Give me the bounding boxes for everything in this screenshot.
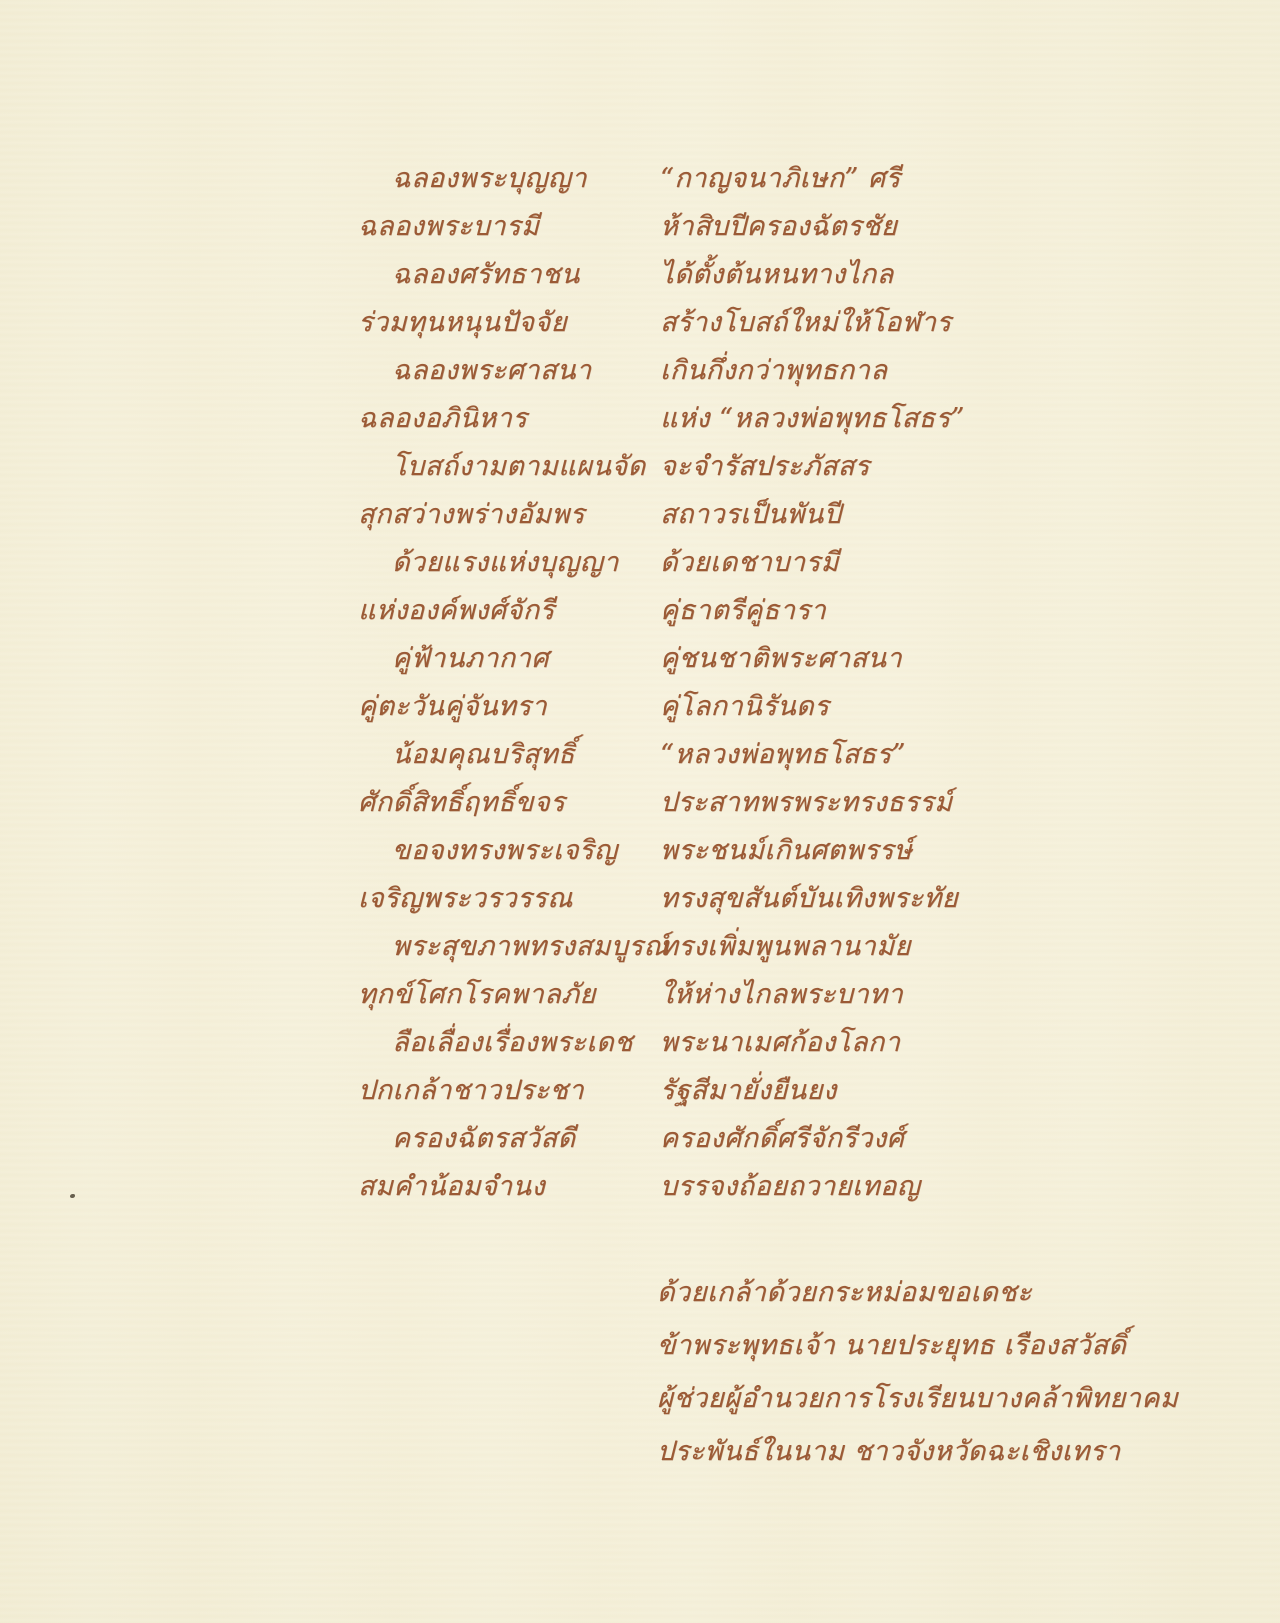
poem-right-hemistich: ด้วยเดชาบารมี bbox=[660, 547, 839, 578]
poem-right-hemistich: คู่โลกานิรันดร bbox=[660, 691, 830, 722]
poem-couplet-row bbox=[0, 734, 1280, 782]
closing-row bbox=[0, 1378, 1280, 1431]
poem-couplet-row bbox=[0, 686, 1280, 734]
poem-couplet-row bbox=[0, 494, 1280, 542]
poem-couplet-row bbox=[0, 1070, 1280, 1118]
poem-right-hemistich: ทรงสุขสันต์บันเทิงพระทัย bbox=[660, 883, 959, 914]
closing-row bbox=[0, 1272, 1280, 1325]
poem-left-hemistich: ฉลองอภินิหาร bbox=[358, 403, 528, 434]
poem-left-hemistich: พระสุขภาพทรงสมบูรณ์ bbox=[392, 931, 669, 962]
poem-right-hemistich: คู่ธาตรีคู่ธารา bbox=[660, 595, 827, 626]
poem-right-hemistich: “กาญจนาภิเษก” ศรี bbox=[660, 163, 901, 194]
poem-left-hemistich: ทุกข์โศกโรคพาลภัย bbox=[358, 979, 596, 1010]
poem-couplet-row bbox=[0, 542, 1280, 590]
poem-right-hemistich: ทรงเพิ่มพูนพลานามัย bbox=[660, 931, 911, 962]
poem-couplet-row bbox=[0, 1022, 1280, 1070]
poem-right-hemistich: รัฐสีมายั่งยืนยง bbox=[660, 1075, 837, 1106]
poem-couplet-row bbox=[0, 1166, 1280, 1214]
poem-right-hemistich: บรรจงถ้อยถวายเทอญ bbox=[660, 1171, 921, 1202]
poem-right-hemistich: ประสาทพรพระทรงธรรม์ bbox=[660, 787, 953, 818]
poem-couplet-row bbox=[0, 926, 1280, 974]
poem-left-hemistich: โบสถ์งามตามแผนจัด bbox=[392, 451, 646, 482]
closing-row bbox=[0, 1431, 1280, 1484]
poem-left-hemistich: แห่งองค์พงศ์จักรี bbox=[358, 595, 555, 626]
poem-couplet-row bbox=[0, 446, 1280, 494]
closing-line: ด้วยเกล้าด้วยกระหม่อมขอเดชะ bbox=[657, 1277, 1033, 1308]
poem-right-hemistich: ให้ห่างไกลพระบาทา bbox=[660, 979, 904, 1010]
poem-left-hemistich: ฉลองพระบารมี bbox=[358, 211, 540, 242]
poem-couplet-row bbox=[0, 254, 1280, 302]
poem-couplet-row bbox=[0, 350, 1280, 398]
poem-couplet-row bbox=[0, 638, 1280, 686]
poem-left-hemistich: ฉลองศรัทธาชน bbox=[392, 259, 580, 290]
poem-couplet-row bbox=[0, 782, 1280, 830]
poem-right-hemistich: เกินกึ่งกว่าพุทธกาล bbox=[660, 355, 888, 386]
closing-line: ข้าพระพุทธเจ้า นายประยุทธ เรืองสวัสดิ์ bbox=[657, 1330, 1127, 1361]
poem-left-hemistich: ปกเกล้าชาวประชา bbox=[358, 1075, 585, 1106]
poem-couplet-row bbox=[0, 878, 1280, 926]
poem-left-hemistich: ฉลองพระบุญญา bbox=[392, 163, 587, 194]
closing-line: ประพันธ์ในนาม ชาวจังหวัดฉะเชิงเทรา bbox=[657, 1436, 1121, 1467]
poem-left-hemistich: สุกสว่างพร่างอัมพร bbox=[358, 499, 585, 530]
poem-right-hemistich: ห้าสิบปีครองฉัตรชัย bbox=[660, 211, 898, 242]
poem-left-hemistich: ด้วยแรงแห่งบุญญา bbox=[392, 547, 619, 578]
poem-couplet-row bbox=[0, 974, 1280, 1022]
poem-couplet-row bbox=[0, 302, 1280, 350]
closing-signature-block bbox=[0, 1272, 1280, 1484]
poem-left-hemistich: ลือเลื่องเรื่องพระเดช bbox=[392, 1027, 633, 1058]
poem-right-hemistich: ครองศักดิ์ศรีจักรีวงศ์ bbox=[660, 1123, 905, 1154]
poem-couplet-row bbox=[0, 206, 1280, 254]
poem-right-hemistich: จะจำรัสประภัสสร bbox=[660, 451, 870, 482]
poem-right-hemistich: “หลวงพ่อพุทธโสธร” bbox=[660, 739, 906, 770]
poem-left-hemistich: น้อมคุณบริสุทธิ์ bbox=[392, 739, 575, 770]
poem-right-hemistich: คู่ชนชาติพระศาสนา bbox=[660, 643, 903, 674]
poem-left-hemistich: ฉลองพระศาสนา bbox=[392, 355, 592, 386]
poem-right-hemistich: สถาวรเป็นพันปี bbox=[660, 499, 842, 530]
poem-couplet-row bbox=[0, 158, 1280, 206]
poem-left-hemistich: เจริญพระวรวรรณ bbox=[358, 883, 573, 914]
poem-right-hemistich: สร้างโบสถ์ใหม่ให้โอฬาร bbox=[660, 307, 952, 338]
poem-left-hemistich: สมคำน้อมจำนง bbox=[358, 1171, 546, 1202]
poem-left-hemistich: คู่ฟ้านภากาศ bbox=[392, 643, 549, 674]
poem-right-hemistich: ได้ตั้งต้นหนทางไกล bbox=[660, 259, 894, 290]
closing-line: ผู้ช่วยผู้อำนวยการโรงเรียนบางคล้าพิทยาคม bbox=[657, 1383, 1179, 1414]
poem-couplet-row bbox=[0, 590, 1280, 638]
poem-left-hemistich: ร่วมทุนหนุนปัจจัย bbox=[358, 307, 568, 338]
poem-couplet-row bbox=[0, 830, 1280, 878]
poem-right-hemistich: แห่ง “หลวงพ่อพุทธโสธร” bbox=[660, 403, 965, 434]
poem-left-hemistich: ขอจงทรงพระเจริญ bbox=[392, 835, 618, 866]
poem-couplet-row bbox=[0, 398, 1280, 446]
poem-left-hemistich: คู่ตะวันคู่จันทรา bbox=[358, 691, 548, 722]
poem-left-hemistich: ครองฉัตรสวัสดี bbox=[392, 1123, 576, 1154]
poem-body bbox=[0, 158, 1280, 1214]
poem-right-hemistich: พระนาเมศก้องโลกา bbox=[660, 1027, 901, 1058]
poem-left-hemistich: ศักดิ์สิทธิ์ฤทธิ์ขจร bbox=[358, 787, 566, 818]
poem-couplet-row bbox=[0, 1118, 1280, 1166]
poem-right-hemistich: พระชนม์เกินศตพรรษ์ bbox=[660, 835, 913, 866]
closing-row bbox=[0, 1325, 1280, 1378]
